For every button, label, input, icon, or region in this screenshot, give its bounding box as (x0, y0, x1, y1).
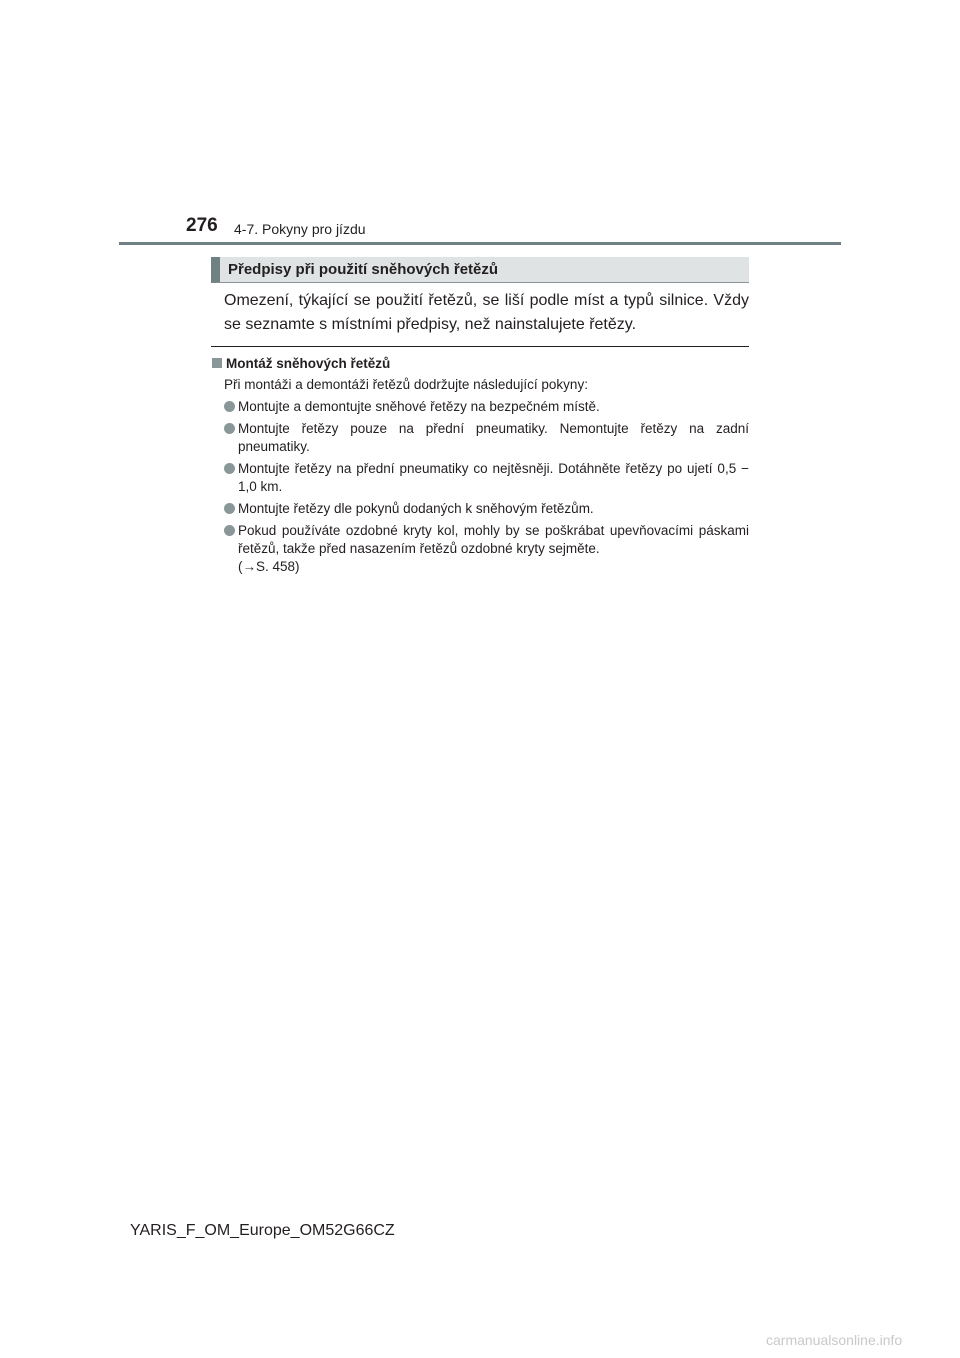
watermark: carmanualsonline.info (766, 1332, 903, 1348)
document-code: YARIS_F_OM_Europe_OM52G66CZ (130, 1222, 395, 1239)
page-number: 276 (186, 215, 218, 236)
list-item (224, 460, 749, 496)
circle-bullet-icon (224, 401, 235, 412)
instruction-list (224, 398, 749, 580)
list-item (224, 398, 749, 416)
list-item (224, 500, 749, 518)
circle-bullet-icon (224, 503, 235, 514)
subsection-lead: Při montáži a demontáži řetězů dodržujte následující pokyny: (224, 377, 588, 392)
circle-bullet-icon (224, 525, 235, 536)
circle-bullet-icon (224, 423, 235, 434)
circle-bullet-icon (224, 463, 235, 474)
square-bullet-icon (212, 358, 222, 368)
section-intro: Omezení, týkající se použití řetězů, se liší podle míst a typů silnice. Vždy se seznamte s místními předpisy, než nainstalujete řetězy. (224, 292, 749, 333)
list-item-text: Montujte a demontujte sněhové řetězy na bezpečném místě. (238, 399, 600, 414)
section-divider (211, 346, 749, 347)
page-reference-link[interactable]: (→S. 458) (238, 559, 300, 574)
list-item (224, 522, 749, 576)
section-heading: Předpisy při použití sněhových řetězů (211, 257, 749, 283)
subsection-title: Montáž sněhových řetězů (226, 356, 391, 371)
chapter-title: 4-7. Pokyny pro jízdu (234, 221, 366, 237)
header-divider (119, 242, 841, 245)
subsection-heading (212, 355, 390, 373)
list-item-text: Montujte řetězy pouze na přední pneumatiky. Nemontujte řetězy na zadní pneumatiky. (238, 421, 749, 454)
list-item-text: Montujte řetězy dle pokynů dodaných k sněhovým řetězům. (238, 501, 594, 516)
list-item (224, 420, 749, 456)
list-item-text: Pokud používáte ozdobné kryty kol, mohly by se poškrábat upevňovacími páskami řetězů, takže před nasazením řetězů ozdobné kryty sejměte. (238, 523, 749, 556)
list-item-text: Montujte řetězy na přední pneumatiky co nejtěsněji. Dotáhněte řetězy po ujetí 0,5 − 1,0 km. (238, 461, 749, 494)
